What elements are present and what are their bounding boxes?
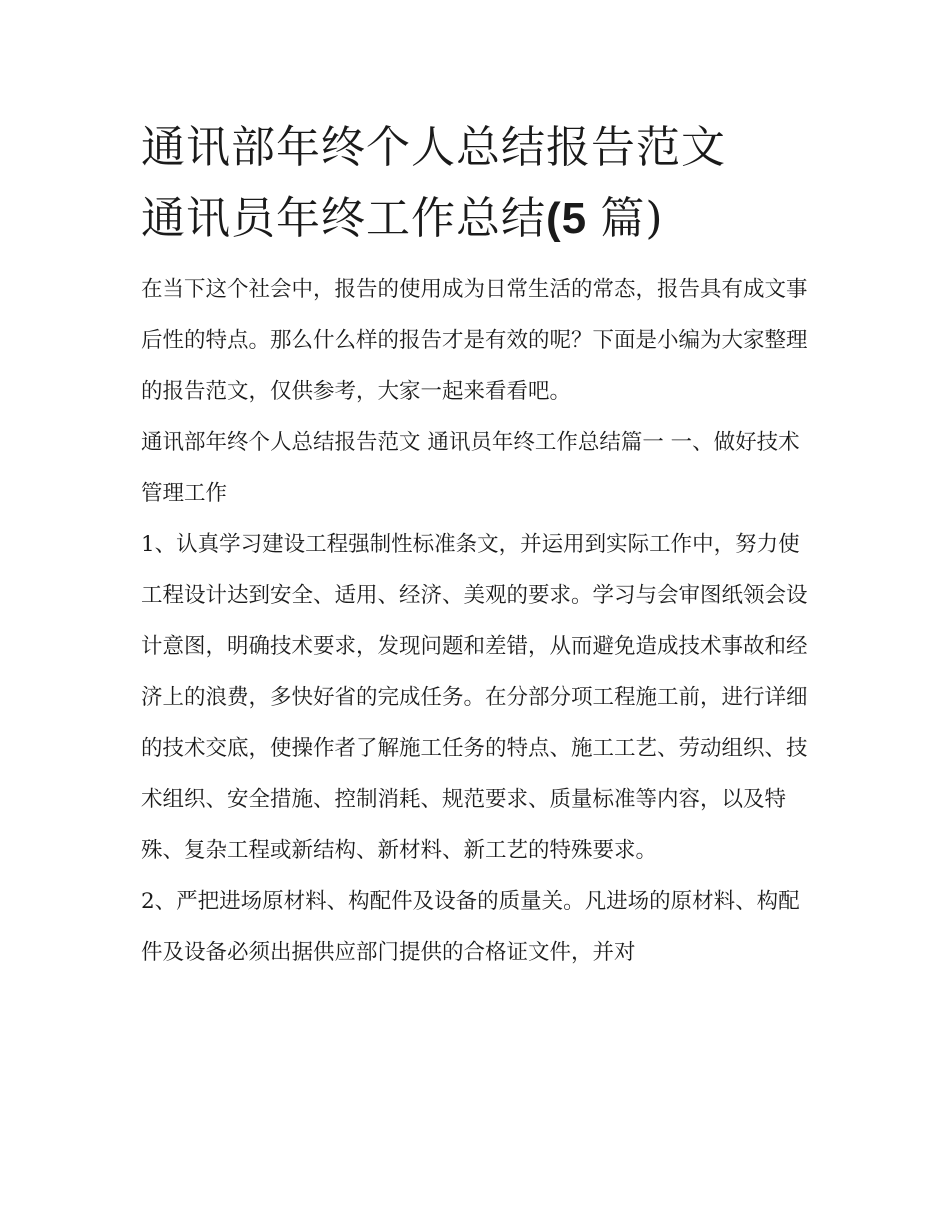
item-1-paragraph: 1、认真学习建设工程强制性标准条文，并运用到实际工作中，努力使工程设计达到安全、适用、经济、美观的要求。学习与会审图纸领会设计意图，明确技术要求，发现问题和差错，从而避免造成技术事故和经济上的浪费，多快好省的完成任务。在分部分项工程施工前，进行详细的技术交底，使操作者了解施工任务的特点、施工工艺、劳动组织、技术组织、安全措施、控制消耗、规范要求、质量标准等内容，以及特殊、复杂工程或新结构、新材料、新工艺的特殊要求。: [141, 532, 808, 863]
document-body: [141, 264, 813, 978]
item-2-paragraph: 2、严把进场原材料、构配件及设备的质量关。凡进场的原材料、构配件及设备必须出据供应部门提供的合格证文件，并对: [141, 889, 800, 965]
intro-paragraph: 在当下这个社会中，报告的使用成为日常生活的常态，报告具有成文事后性的特点。那么什么样的报告才是有效的呢？下面是小编为大家整理的报告范文，仅供参考，大家一起来看看吧。: [141, 277, 808, 404]
title-line-2-prefix: 通讯员年终工作总结: [141, 193, 546, 244]
document-title: [141, 112, 813, 254]
title-line-2-suffix: 篇): [600, 193, 664, 244]
section-heading-paragraph: 通讯部年终个人总结报告范文 通讯员年终工作总结篇一 一、做好技术管理工作: [141, 430, 800, 506]
title-line-1: 通讯部年终个人总结报告范文: [141, 122, 726, 173]
document-page: [141, 112, 813, 978]
title-line-2-number: (5: [546, 194, 601, 243]
